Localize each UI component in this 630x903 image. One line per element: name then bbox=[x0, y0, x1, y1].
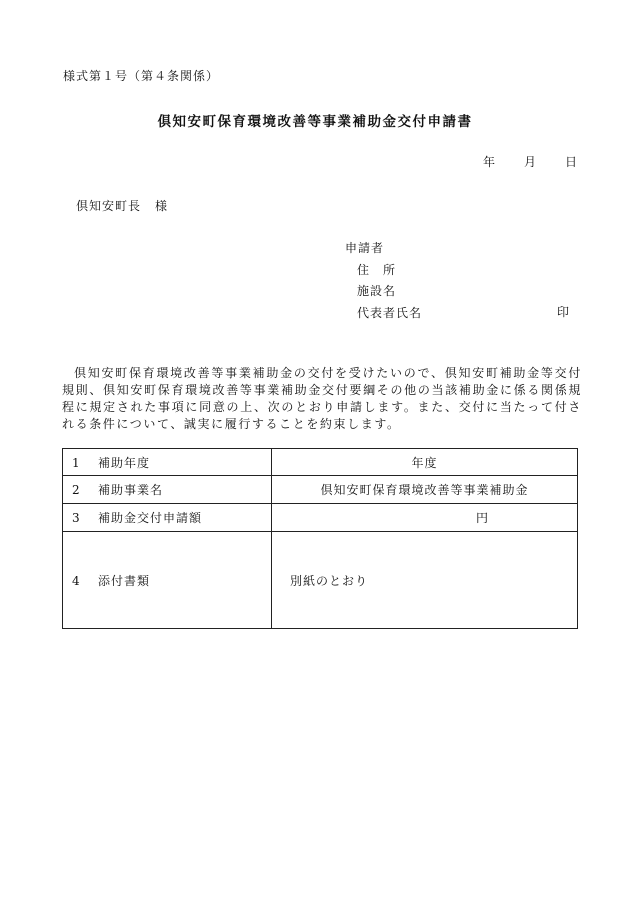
row-number: 1 bbox=[72, 455, 81, 470]
attachments-value: 別紙のとおり bbox=[272, 532, 578, 629]
table-row bbox=[63, 476, 578, 504]
address-label: 住 所 bbox=[357, 262, 397, 277]
row-label: 補助金交付申請額 bbox=[98, 511, 203, 525]
row-number: 3 bbox=[72, 511, 81, 525]
table-row bbox=[63, 449, 578, 476]
row-label: 添付書類 bbox=[98, 573, 151, 588]
representative-label: 代表者氏名 bbox=[357, 305, 423, 320]
date-year-label: 年 bbox=[482, 155, 496, 169]
recipient-name: 倶知安町長 bbox=[76, 199, 142, 213]
form-number: 様式第１号（第４条関係） bbox=[63, 69, 220, 83]
application-statement: 倶知安町保育環境改善等事業補助金の交付を受けたいので、倶知安町補助金等交付規則、倶知安町保育環境改善等事業補助金交付要綱その他の当該補助金に係る関係規程に規定された事項に同意の上、次のとおり申請します。また、交付に当たって付される条件について、誠実に履行することを約束します。 bbox=[62, 366, 582, 431]
date-day-label: 日 bbox=[564, 155, 578, 169]
facility-label: 施設名 bbox=[357, 284, 397, 298]
row-label: 補助事業名 bbox=[98, 483, 164, 497]
row-label-cell bbox=[63, 449, 272, 476]
row-label-cell bbox=[63, 476, 272, 504]
document-title: 倶知安町保育環境改善等事業補助金交付申請書 bbox=[157, 114, 473, 130]
row-label: 補助年度 bbox=[98, 455, 151, 470]
requested-amount-value: 円 bbox=[272, 504, 578, 532]
recipient bbox=[76, 197, 168, 214]
date-line bbox=[483, 153, 578, 170]
applicant-label: 申請者 bbox=[345, 241, 385, 255]
table-row bbox=[63, 532, 578, 629]
row-number: 4 bbox=[72, 573, 81, 588]
row-label-cell bbox=[63, 532, 272, 629]
table-row bbox=[63, 504, 578, 532]
seal-mark: 印 bbox=[557, 305, 570, 319]
row-label-cell bbox=[63, 504, 272, 532]
recipient-honorific: 様 bbox=[155, 199, 169, 213]
row-number: 2 bbox=[72, 483, 81, 497]
date-month-label: 月 bbox=[523, 155, 537, 169]
applicant-block bbox=[345, 238, 422, 324]
fiscal-year-value: 年度 bbox=[272, 449, 578, 476]
project-name-value: 倶知安町保育環境改善等事業補助金 bbox=[272, 476, 578, 504]
application-items-table bbox=[62, 448, 578, 629]
